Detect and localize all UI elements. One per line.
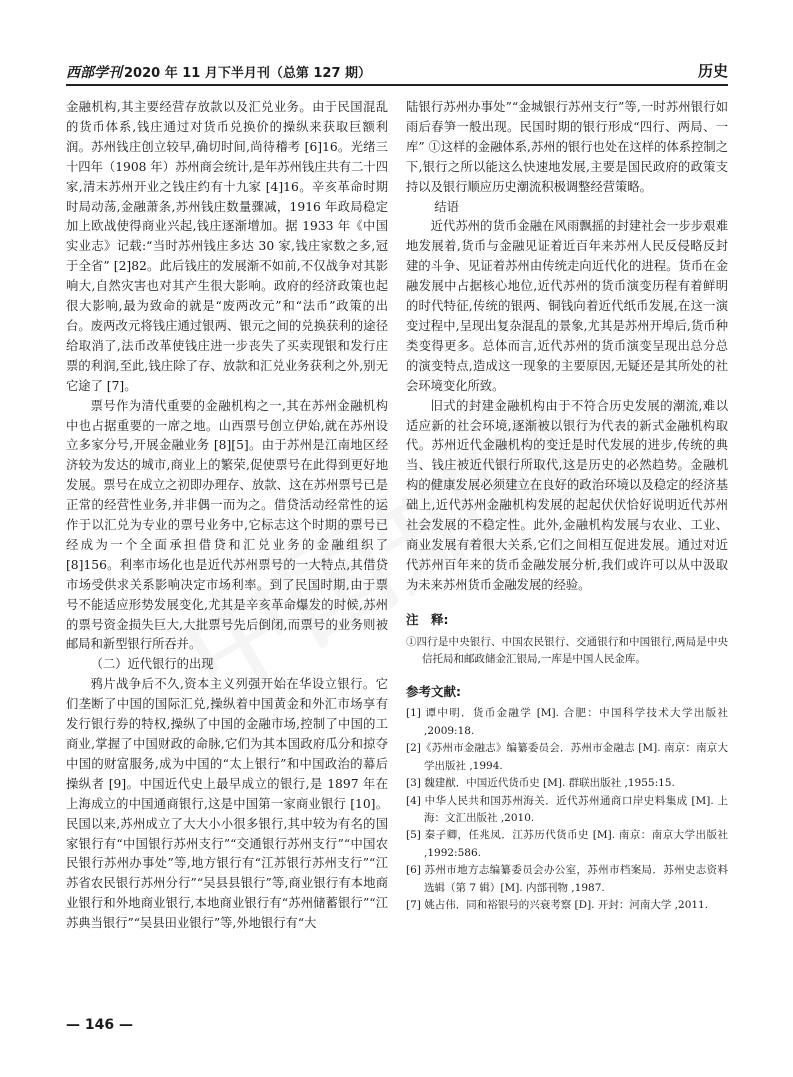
paragraph: 旧式的封建金融机构由于不符合历史发展的潮流,难以适应新的社会环境,逐渐被以银行为代表的新式金融机构取代。苏州近代金融机构的变迁是时代发展的进步,传统的典当、钱庄被近代银行所取代,这是历史的必然趋势。金融机构的健康发展必须建立在良好的政治环境以及稳定的经济基础上,近代苏州金融机构发展的起起伏伏恰好说明近代苏州社会发展的不稳定性。此外,金融机构发展与农业、工业、商业发展有着很大关系,它们之间相互促进发展。通过对近代苏州百年来的货币金融发展分析,我们或许可以从中汲取为未来苏州货币金融发展的经验。 xyxy=(406,398,728,592)
paragraph: 金融机构,其主要经营存放款以及汇兑业务。由于民国混乱的货币体系,钱庄通过对货币兑换价的操纵来获取巨额利润。苏州钱庄创立较早,确切时间,尚待稽考 [6]16。光绪三十四年（1908 年）苏州商会统计,是年苏州钱庄共有二十四家,清末苏州开业之钱庄约有十九家 [4]16。辛亥革命时期时局动荡,金融萧条,苏州钱庄数量骤减，1916 年政局稳定加上欧战使得商业兴起,钱庄逐渐增加。据 1933 年《中国实业志》记载:“当时苏州钱庄多达 30 家,钱庄家数之多,冠于全省” [2]82。此后钱庄的发展渐不如前,不仅战争对其影响大,自然灾害也对其产生很大影响。政府的经济政策也起很大影响,最为致命的就是“废两改元”和“法币”政策的出台。废两改元将钱庄通过银两、银元之间的兑换获利的途径给取消了,法币改革使钱庄进一步丧失了买卖现银和发行庄票的利润,至此,钱庄除了存、放款和汇兑业务获利之外,别无它途了 [7]。 xyxy=(66,100,388,393)
section-label: 历史 xyxy=(697,62,728,80)
reference-item: [6] 苏州市地方志编纂委员会办公室，苏州市档案局．苏州史志资料选辑（第 7 辑）[M]. 内部刊物 ,1987. xyxy=(406,864,728,894)
reference-item: [3] 魏建猷．中国近代货币史 [M]. 群联出版社 ,1955:15. xyxy=(406,777,675,790)
reference-item: [7] 姚占伟．同和裕银号的兴衰考察 [D]. 开封：河南大学 ,2011. xyxy=(406,898,709,911)
journal-issue: 2020 年 11 月下半月刊（总第 127 期） xyxy=(124,66,372,81)
references-title: 参考文献: xyxy=(406,683,461,699)
left-column xyxy=(66,98,388,934)
reference-item: [5] 秦子卿，任兆凤．江苏历代货币史 [M]. 南京：南京大学出版社 ,1992:586. xyxy=(406,829,728,859)
paragraph: 鸦片战争后不久,资本主义列强开始在华设立银行。它们垄断了中国的国际汇兑,操纵着中国黄金和外汇市场享有发行银行券的特权,操纵了中国的金融市场,控制了中国的工商业,掌握了中国财政的命脉,它们为其本国政府瓜分和掠夺中国的财富服务,成为中国的“太上银行”和中国政治的幕后操纵者 [9]。中国近代史上最早成立的银行,是 1897 年在上海成立的中国通商银行,这是中国第一家商业银行 [10]。民国以来,苏州成立了大大小小很多银行,其中较为有名的国家银行有“中国银行苏州支行”“交通银行苏州支行”“中国农民银行苏州办事处”等,地方银行有“江苏银行苏州支行”“江苏省农民银行苏州分行”“吴县县银行”等,商业银行有本地商业银行和外地商业银行,本地商业银行有“苏州储蓄银行”“江苏典当银行”“吴县田业银行”等,外地银行有“大 xyxy=(66,677,388,931)
journal-logo: 西部学刊 xyxy=(66,65,122,81)
page-number: — 146 — xyxy=(66,1017,133,1033)
paragraph: 票号作为清代重要的金融机构之一,其在苏州金融机构中也占据重要的一席之地。山西票号创立伊始,就在苏州设立多家分号,开展金融业务 [8][5]。由于苏州是江南地区经济较为发达的城市,商业上的繁荣,促使票号在此得到更好地发展。票号在成立之初即办理存、放款、这在苏州票号已是正常的经营性业务,并非偶一而为之。借贷活动经常性的运作于以汇兑为专业的票号业务中,它标志这个时期的票号已经成为一个全面承担借贷和汇兑业务的金融组织了 [8]156。利率市场化也是近代苏州票号的一大特点,其借贷市场受供求关系影响决定市场利率。到了民国时期,由于票号不能适应形势发展变化,尤其是辛亥革命爆发的时候,苏州的票号资金损失巨大,大批票号先后倒闭,而票号的业务则被邮局和新型银行所吞并。 xyxy=(66,398,388,652)
conclusion-heading: 结语 xyxy=(434,199,459,214)
reference-list xyxy=(406,705,728,914)
footnote: ①四行是中央银行、中国农民银行、交通银行和中国银行,两局是中央信托局和邮政储金汇银局,一库是中国人民金库。 xyxy=(406,635,728,665)
paragraph: 近代苏州的货币金融在风雨飘摇的封建社会一步步艰难地发展着,货币与金融见证着近百年来苏州人民反侵略反封建的斗争、见证着苏州由传统走向近代化的进程。货币在金融发展中占据核心地位,近代苏州的货币演变历程有着鲜明的时代特征,传统的银两、铜钱向着近代纸币发展,在这一演变过程中,呈现出复杂混乱的景象,尤其是苏州开埠后,货币种类变得更多。总体而言,近代苏州的货币演变呈现出总分总的演变特点,造成这一现象的主要原因,无疑还是其所处的社会环境变化所致。 xyxy=(406,219,728,393)
paragraph: 陆银行苏州办事处”“金城银行苏州支行”等,一时苏州银行如雨后春笋一般出现。民国时期的银行形成“四行、两局、一库” ①这样的金融体系,苏州的银行也处在这样的体系控制之下,银行之所以能这么快速地发展,主要是国民政府的政策支持以及银行顺应历史潮流积极调整经营策略。 xyxy=(406,100,728,194)
reference-item: [2]《苏州市金融志》编纂委员会．苏州市金融志 [M]. 南京：南京大学出版社 ,1994. xyxy=(406,742,728,772)
notes-title: 注 释: xyxy=(406,611,449,627)
right-column xyxy=(406,98,728,914)
journal-info xyxy=(66,62,371,82)
reference-item: [4] 中华人民共和国苏州海关．近代苏州通商口岸史料集成 [M]. 上海：文汇出版社 ,2010. xyxy=(406,794,728,824)
page-header xyxy=(66,56,728,86)
sub-heading: （二）近代银行的出现 xyxy=(90,657,214,672)
reference-item: [1] 谭中明．货币金融学 [M]. 合肥：中国科学技术大学出版社 ,2009:18. xyxy=(406,707,728,737)
